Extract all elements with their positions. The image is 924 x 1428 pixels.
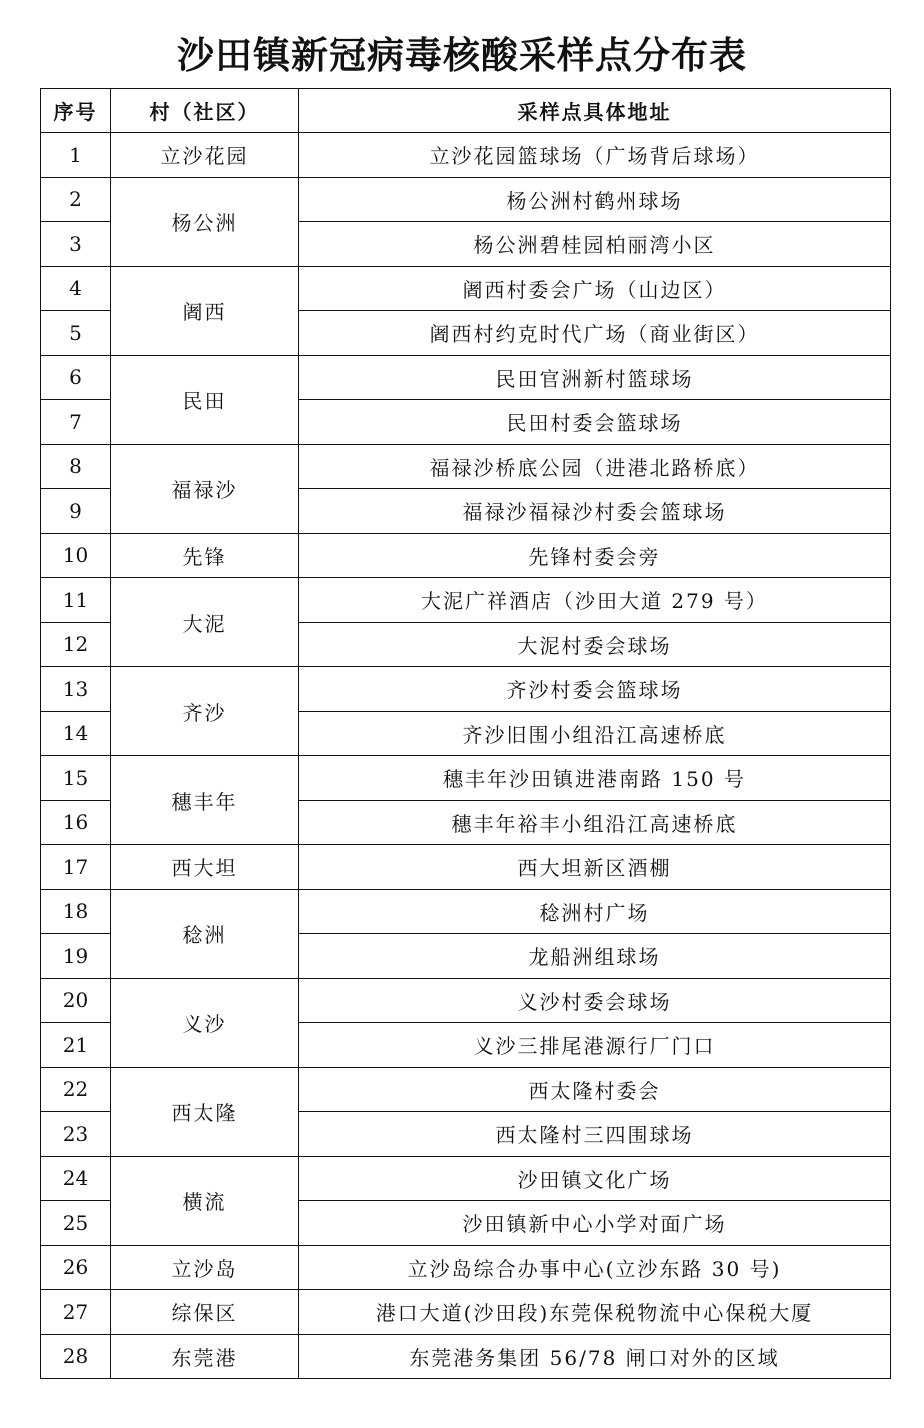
village-cell: 穗丰年	[111, 756, 299, 845]
address-cell: 大泥广祥酒店（沙田大道 279 号）	[299, 578, 891, 623]
address-cell: 齐沙旧围小组沿江高速桥底	[299, 711, 891, 756]
header-address: 采样点具体地址	[299, 89, 891, 133]
table-row	[41, 133, 891, 178]
address-cell: 西大坦新区酒棚	[299, 845, 891, 890]
address-cell: 义沙三排尾港源行厂门口	[299, 1023, 891, 1068]
row-number: 18	[41, 889, 111, 934]
village-cell: 阇西	[111, 266, 299, 355]
row-number: 1	[41, 133, 111, 178]
village-cell: 民田	[111, 355, 299, 444]
village-cell: 稔洲	[111, 889, 299, 978]
address-cell: 民田官洲新村篮球场	[299, 355, 891, 400]
address-cell: 杨公洲村鹤州球场	[299, 177, 891, 222]
row-number: 27	[41, 1290, 111, 1335]
table-body	[41, 133, 891, 1379]
table-row	[41, 355, 891, 400]
address-cell: 穗丰年沙田镇进港南路 150 号	[299, 756, 891, 801]
address-cell: 立沙岛综合办事中心(立沙东路 30 号)	[299, 1245, 891, 1290]
address-cell: 港口大道(沙田段)东莞保税物流中心保税大厦	[299, 1290, 891, 1335]
village-cell: 西太隆	[111, 1067, 299, 1156]
village-cell: 义沙	[111, 978, 299, 1067]
table-row	[41, 1067, 891, 1112]
village-cell: 先锋	[111, 533, 299, 578]
row-number: 20	[41, 978, 111, 1023]
address-cell: 西太隆村三四围球场	[299, 1112, 891, 1157]
row-number: 22	[41, 1067, 111, 1112]
address-cell: 稔洲村广场	[299, 889, 891, 934]
address-cell: 西太隆村委会	[299, 1067, 891, 1112]
address-cell: 阇西村委会广场（山边区）	[299, 266, 891, 311]
table-row	[41, 978, 891, 1023]
village-cell: 杨公洲	[111, 177, 299, 266]
row-number: 26	[41, 1245, 111, 1290]
table-row	[41, 667, 891, 712]
row-number: 2	[41, 177, 111, 222]
row-number: 6	[41, 355, 111, 400]
row-number: 7	[41, 400, 111, 445]
row-number: 8	[41, 444, 111, 489]
address-cell: 大泥村委会球场	[299, 622, 891, 667]
address-cell: 沙田镇文化广场	[299, 1156, 891, 1201]
village-cell: 福禄沙	[111, 444, 299, 533]
address-cell: 立沙花园篮球场（广场背后球场）	[299, 133, 891, 178]
row-number: 11	[41, 578, 111, 623]
address-cell: 义沙村委会球场	[299, 978, 891, 1023]
table-row	[41, 756, 891, 801]
address-cell: 齐沙村委会篮球场	[299, 667, 891, 712]
row-number: 14	[41, 711, 111, 756]
village-cell: 立沙花园	[111, 133, 299, 178]
table-row	[41, 177, 891, 222]
table-row	[41, 1156, 891, 1201]
address-cell: 阇西村约克时代广场（商业街区）	[299, 311, 891, 356]
village-cell: 东莞港	[111, 1334, 299, 1379]
row-number: 15	[41, 756, 111, 801]
address-cell: 福禄沙福禄沙村委会篮球场	[299, 489, 891, 534]
table-row	[41, 533, 891, 578]
village-cell: 立沙岛	[111, 1245, 299, 1290]
village-cell: 综保区	[111, 1290, 299, 1335]
row-number: 9	[41, 489, 111, 534]
row-number: 24	[41, 1156, 111, 1201]
header-row	[41, 89, 891, 133]
address-cell: 穗丰年裕丰小组沿江高速桥底	[299, 800, 891, 845]
village-cell: 横流	[111, 1156, 299, 1245]
table-row	[41, 845, 891, 890]
village-cell: 大泥	[111, 578, 299, 667]
row-number: 25	[41, 1201, 111, 1246]
address-cell: 福禄沙桥底公园（进港北路桥底）	[299, 444, 891, 489]
header-village: 村（社区）	[111, 89, 299, 133]
header-no: 序号	[41, 89, 111, 133]
address-cell: 东莞港务集团 56/78 闸口对外的区域	[299, 1334, 891, 1379]
row-number: 5	[41, 311, 111, 356]
village-cell: 西大坦	[111, 845, 299, 890]
table-row	[41, 578, 891, 623]
table-row	[41, 266, 891, 311]
row-number: 28	[41, 1334, 111, 1379]
row-number: 12	[41, 622, 111, 667]
table-row	[41, 1334, 891, 1379]
row-number: 23	[41, 1112, 111, 1157]
address-cell: 沙田镇新中心小学对面广场	[299, 1201, 891, 1246]
row-number: 10	[41, 533, 111, 578]
table-row	[41, 444, 891, 489]
sampling-sites-table	[40, 88, 891, 1379]
table-row	[41, 889, 891, 934]
row-number: 19	[41, 934, 111, 979]
row-number: 13	[41, 667, 111, 712]
address-cell: 民田村委会篮球场	[299, 400, 891, 445]
row-number: 3	[41, 222, 111, 267]
address-cell: 龙船洲组球场	[299, 934, 891, 979]
row-number: 17	[41, 845, 111, 890]
row-number: 16	[41, 800, 111, 845]
page-title: 沙田镇新冠病毒核酸采样点分布表	[177, 34, 747, 77]
row-number: 21	[41, 1023, 111, 1068]
address-cell: 杨公洲碧桂园柏丽湾小区	[299, 222, 891, 267]
table-row	[41, 1290, 891, 1335]
village-cell: 齐沙	[111, 667, 299, 756]
table-header	[41, 89, 891, 133]
table-row	[41, 1245, 891, 1290]
address-cell: 先锋村委会旁	[299, 533, 891, 578]
row-number: 4	[41, 266, 111, 311]
